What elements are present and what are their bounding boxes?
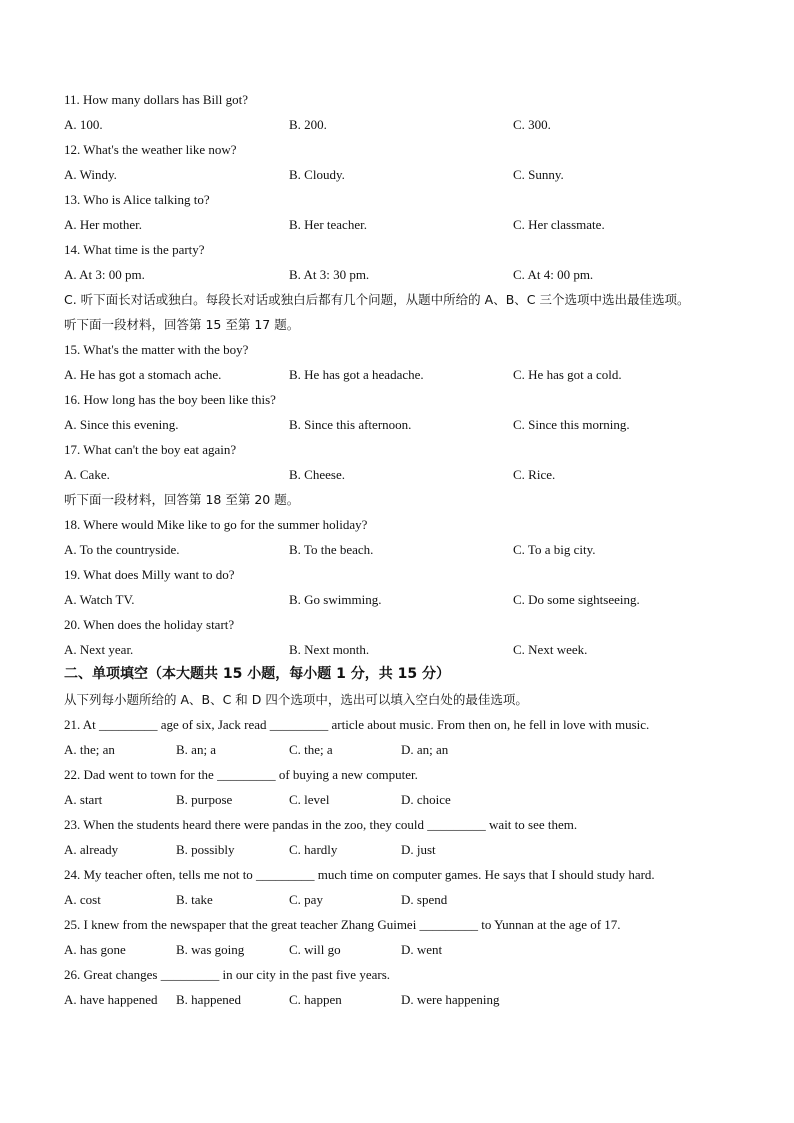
question-stem: 16. How long has the boy been like this?	[64, 392, 276, 407]
option-d: D. went	[401, 942, 443, 957]
option-b: B. purpose	[176, 792, 233, 807]
option-a: A. have happened	[64, 992, 158, 1007]
section-c-instruction: C. 听下面长对话或独白。每段长对话或独白后都有几个问题，从题中所给的 A、B、C 三个选项中选出最佳选项。	[64, 292, 690, 307]
options-row	[64, 412, 744, 437]
option-c: C. Next week.	[513, 642, 588, 657]
option-c: C. At 4: 00 pm.	[513, 267, 594, 282]
question-stem: 19. What does Milly want to do?	[64, 567, 235, 582]
option-c: C. 300.	[513, 117, 551, 132]
section-heading: 二、单项填空（本大题共 15 小题，每小题 1 分，共 15 分）	[64, 666, 450, 682]
question-stem: 22. Dad went to town for the _________ of buying a new computer.	[64, 767, 418, 782]
option-b: B. At 3: 30 pm.	[289, 267, 370, 282]
option-c: C. pay	[289, 892, 323, 907]
option-b: B. Her teacher.	[289, 217, 367, 232]
option-c: C. Rice.	[513, 467, 556, 482]
option-d: D. were happening	[401, 992, 500, 1007]
question-stem: 21. At _________ age of six, Jack read _________ article about music. From then on, he fell in love with music.	[64, 717, 650, 732]
option-b: B. Since this afternoon.	[289, 417, 412, 432]
option-a: A. To the countryside.	[64, 542, 180, 557]
option-c: C. will go	[289, 942, 341, 957]
options-row	[64, 537, 744, 562]
option-b: B. 200.	[289, 117, 327, 132]
options-row	[64, 837, 744, 862]
option-b: B. an; a	[176, 742, 217, 757]
options-row	[64, 987, 744, 1012]
options-row	[64, 737, 744, 762]
option-b: B. was going	[176, 942, 245, 957]
option-c: C. Do some sightseeing.	[513, 592, 640, 607]
option-a: A. the; an	[64, 742, 115, 757]
option-b: B. Next month.	[289, 642, 370, 657]
option-d: D. spend	[401, 892, 448, 907]
option-c: C. hardly	[289, 842, 338, 857]
option-a: A. has gone	[64, 942, 126, 957]
option-b: B. Cheese.	[289, 467, 345, 482]
option-b: B. To the beach.	[289, 542, 374, 557]
options-row	[64, 362, 744, 387]
options-row	[64, 462, 744, 487]
option-c: C. He has got a cold.	[513, 367, 622, 382]
question-stem: 11. How many dollars has Bill got?	[64, 92, 249, 107]
option-a: A. Next year.	[64, 642, 134, 657]
options-row	[64, 212, 744, 237]
question-stem: 13. Who is Alice talking to?	[64, 192, 210, 207]
option-b: B. Go swimming.	[289, 592, 382, 607]
option-c: C. Since this morning.	[513, 417, 630, 432]
group-instruction: 听下面一段材料，回答第 18 至第 20 题。	[64, 492, 300, 507]
option-d: D. choice	[401, 792, 451, 807]
question-stem: 23. When the students heard there were pandas in the zoo, they could _________ wait to see them.	[64, 817, 578, 832]
option-a: A. already	[64, 842, 119, 857]
question-stem: 18. Where would Mike like to go for the summer holiday?	[64, 517, 368, 532]
exam-page	[64, 87, 744, 1012]
options-row	[64, 262, 744, 287]
question-stem: 25. I knew from the newspaper that the great teacher Zhang Guimei _________ to Yunnan at the age of 17.	[64, 917, 621, 932]
options-row	[64, 637, 744, 662]
option-a: A. Watch TV.	[64, 592, 135, 607]
option-c: C. happen	[289, 992, 342, 1007]
section-instruction: 从下列每小题所给的 A、B、C 和 D 四个选项中，选出可以填入空白处的最佳选项。	[64, 692, 528, 707]
options-row	[64, 162, 744, 187]
question-stem: 26. Great changes _________ in our city in the past five years.	[64, 967, 390, 982]
option-a: A. Cake.	[64, 467, 110, 482]
question-stem: 12. What's the weather like now?	[64, 142, 237, 157]
option-a: A. Since this evening.	[64, 417, 179, 432]
option-a: A. At 3: 00 pm.	[64, 267, 145, 282]
option-a: A. Windy.	[64, 167, 117, 182]
option-a: A. He has got a stomach ache.	[64, 367, 222, 382]
option-b: B. He has got a headache.	[289, 367, 424, 382]
question-stem: 20. When does the holiday start?	[64, 617, 235, 632]
option-b: B. happened	[176, 992, 241, 1007]
option-c: C. Her classmate.	[513, 217, 605, 232]
option-b: B. Cloudy.	[289, 167, 345, 182]
option-d: D. an; an	[401, 742, 449, 757]
option-b: B. possibly	[176, 842, 235, 857]
option-b: B. take	[176, 892, 213, 907]
option-c: C. level	[289, 792, 330, 807]
options-row	[64, 587, 744, 612]
option-a: A. 100.	[64, 117, 103, 132]
option-a: A. cost	[64, 892, 101, 907]
options-row	[64, 937, 744, 962]
question-stem: 15. What's the matter with the boy?	[64, 342, 249, 357]
options-row	[64, 112, 744, 137]
option-a: A. Her mother.	[64, 217, 142, 232]
options-row	[64, 787, 744, 812]
question-stem: 17. What can't the boy eat again?	[64, 442, 237, 457]
option-c: C. Sunny.	[513, 167, 564, 182]
question-stem: 24. My teacher often, tells me not to _________ much time on computer games. He says that I should study hard.	[64, 867, 655, 882]
option-c: C. the; a	[289, 742, 333, 757]
group-instruction: 听下面一段材料，回答第 15 至第 17 题。	[64, 317, 300, 332]
question-stem: 14. What time is the party?	[64, 242, 205, 257]
option-d: D. just	[401, 842, 436, 857]
option-a: A. start	[64, 792, 103, 807]
options-row	[64, 887, 744, 912]
option-c: C. To a big city.	[513, 542, 596, 557]
